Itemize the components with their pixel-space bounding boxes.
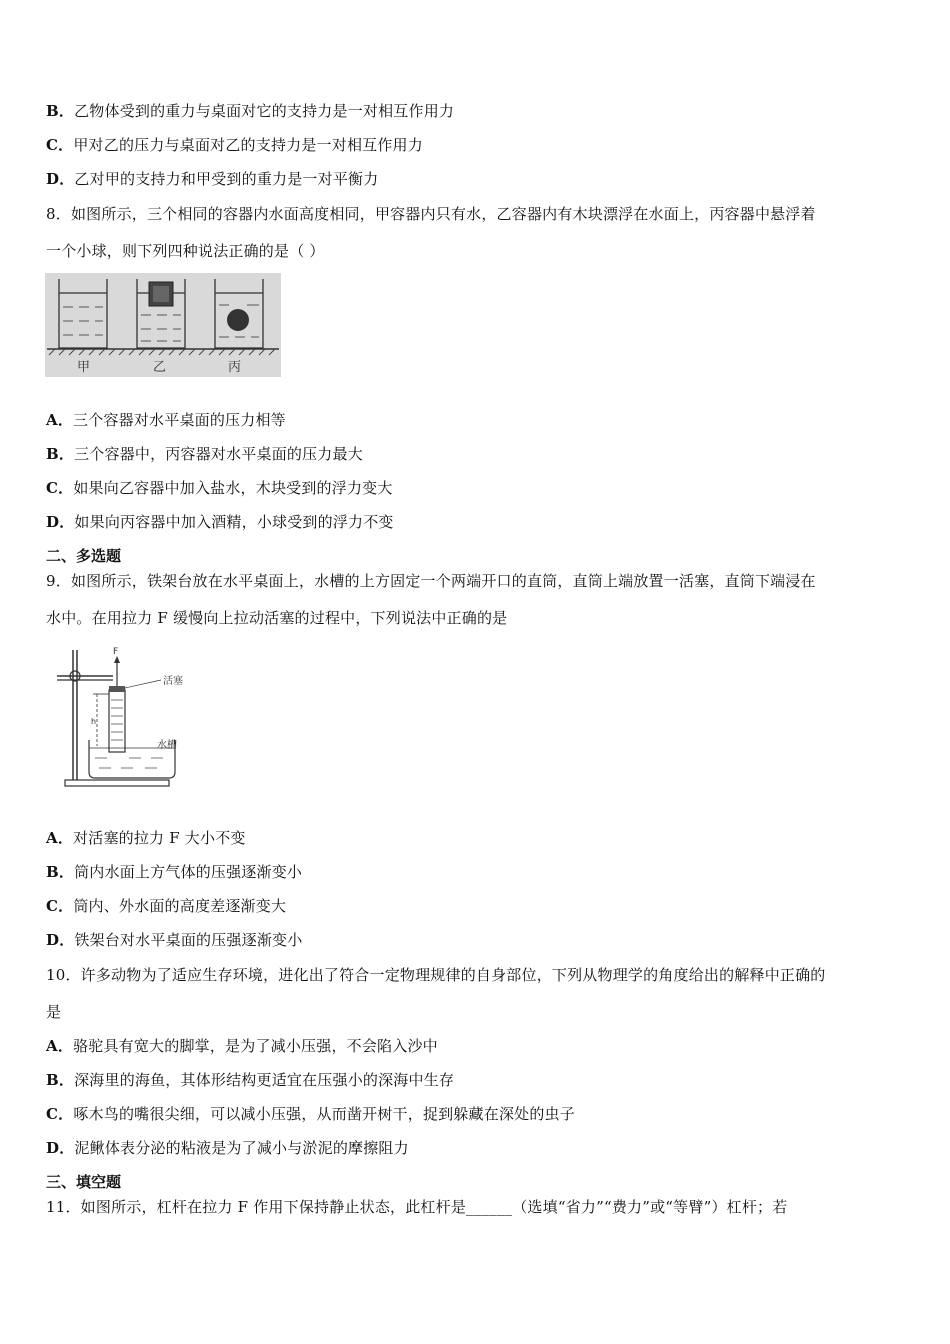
- q8-option-d: D．如果向丙容器中加入酒精，小球受到的浮力不变: [46, 513, 394, 531]
- q8-option-c: C．如果向乙容器中加入盐水，木块受到的浮力变大: [46, 479, 393, 497]
- q11-stem-line1: 11．如图所示，杠杆在拉力 F 作用下保持静止状态，此杠杆是______（选填“省力”“费力”或“等臂”）杠杆；若: [46, 1198, 788, 1216]
- q8-option-a: A．三个容器对水平桌面的压力相等: [46, 411, 286, 429]
- q9-stem-line1: 9．如图所示，铁架台放在水平桌面上，水槽的上方固定一个两端开口的直筒，直筒上端放置一活塞，直筒下端浸在: [46, 572, 816, 590]
- q9-option-a: A．对活塞的拉力 F 大小不变: [46, 829, 246, 847]
- piston-label: 活塞: [163, 676, 183, 687]
- q10-stem-line2: 是: [46, 1003, 62, 1021]
- q9-option-b: B．筒内水面上方气体的压强逐渐变小: [46, 863, 303, 881]
- q10-option-b: B．深海里的海鱼，其体形结构更适宜在压强小的深海中生存: [46, 1071, 455, 1089]
- q9-option-c: C．筒内、外水面的高度差逐渐变大: [46, 897, 287, 915]
- q8-stem-line1: 8．如图所示，三个相同的容器内水面高度相同，甲容器内只有水，乙容器内有木块漂浮在水面上，丙容器中悬浮着: [46, 205, 816, 223]
- tank-label: 水槽: [157, 740, 177, 751]
- section-fill-blank-heading: 三、填空题: [46, 1173, 122, 1191]
- q8-option-b: B．三个容器中，丙容器对水平桌面的压力最大: [46, 445, 363, 463]
- q9-option-d: D．铁架台对水平桌面的压强逐渐变小: [46, 931, 303, 949]
- q7-option-c: C．甲对乙的压力与桌面对乙的支持力是一对相互作用力: [46, 136, 423, 154]
- q9-stem-line2: 水中。在用拉力 F 缓慢向上拉动活塞的过程中，下列说法中正确的是: [46, 609, 508, 627]
- q10-option-a: A．骆驼具有宽大的脚掌，是为了减小压强，不会陷入沙中: [46, 1037, 438, 1055]
- force-label: F: [113, 647, 119, 657]
- q10-option-d: D．泥鳅体表分泌的粘液是为了减小与淤泥的摩擦阻力: [46, 1139, 409, 1157]
- q10-option-c: C．啄木鸟的嘴很尖细，可以减小压强，从而凿开树干，捉到躲藏在深处的虫子: [46, 1105, 575, 1123]
- label-bing: 丙: [228, 360, 242, 375]
- label-yi: 乙: [153, 360, 167, 375]
- piston: [109, 686, 125, 692]
- q7-option-b: B．乙物体受到的重力与桌面对它的支持力是一对相互作用力: [46, 102, 455, 120]
- q8-containers-figure: [45, 273, 281, 377]
- label-jia: 甲: [77, 360, 91, 375]
- q9-iron-stand-figure: [55, 644, 195, 792]
- q10-stem-line1: 10．许多动物为了适应生存环境，进化出了符合一定物理规律的自身部位，下列从物理学的角度给出的解释中正确的: [46, 966, 826, 984]
- q8-stem-line2: 一个小球，则下列四种说法正确的是（ ）: [46, 242, 325, 260]
- height-label: h: [91, 717, 97, 726]
- q7-option-d: D．乙对甲的支持力和甲受到的重力是一对平衡力: [46, 170, 379, 188]
- suspended-ball: [227, 309, 249, 331]
- section-multi-choice-heading: 二、多选题: [46, 547, 122, 565]
